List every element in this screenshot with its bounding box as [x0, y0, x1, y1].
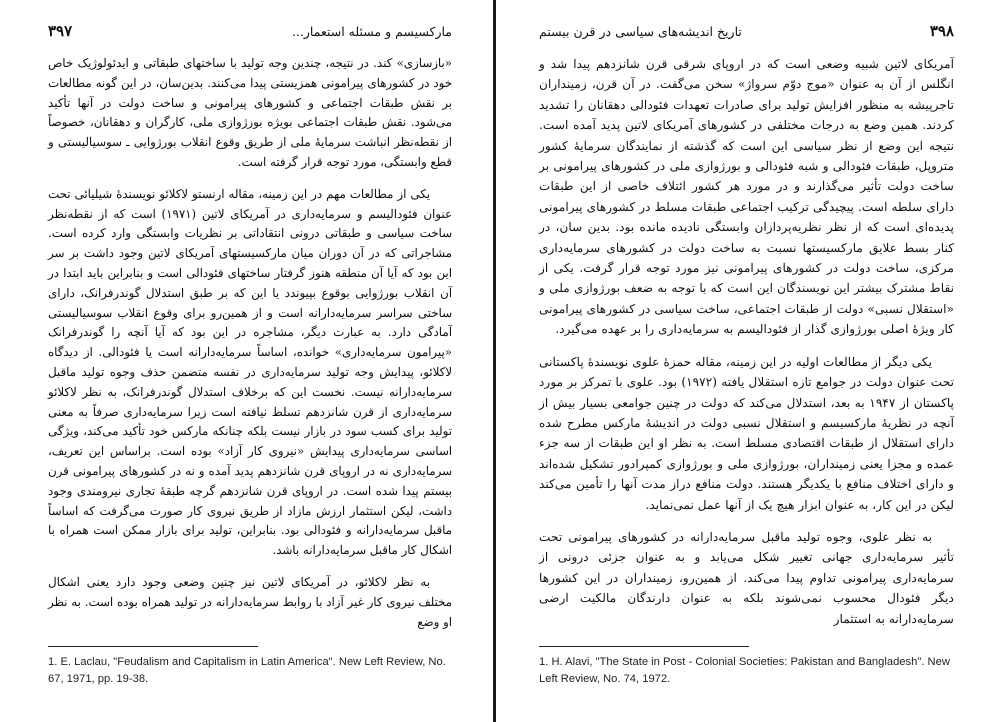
right-body-text [539, 54, 954, 629]
right-page-header [539, 22, 954, 40]
left-running-title: مارکسیسم و مسئله استعمار... [291, 24, 452, 39]
right-page [497, 0, 990, 722]
left-paragraph-1: «بازسازی» کند. در نتیجه، چندین وجه تولید با ساختهای طبقاتی و ایدئولوژیک خاص خود در کشورهای پیرامونی همزیستی پیدا می‌کنند. بدین‌سان، در این گونه مطالعات بر نقش طبقات اجتماعی و کشورهای پیرامونی و ساخت دولت در آنها تأکید می‌شود. نقش طبقات اجتماعی بویژه بورژوازی ملی، کارگران و دهقانان، خصوصاً از نقطه‌نظر انباشت سرمایهٔ ملی از طریق وقوع انقلاب بورژوایی ـ سوسیالیستی و قطع وابستگی، مورد توجه قرار گرفته است. [48, 56, 452, 169]
right-footnote-rule [539, 646, 749, 647]
left-page [0, 0, 494, 722]
left-paragraph-2: یکی از مطالعات مهم در این زمینه، مقاله ارنستو لاکلائو نویسندهٔ شیلیائی تحت عنوان فئودالیسم و سرمایه‌داری در آمریکای لاتین (۱۹۷۱) است که از نقطه‌نظر ساخت سیاسی و طبقاتی درونی انتقاداتی بر نظریات وابستگی وارد کرده است. مشاجراتی که در آن دوران میان مارکسیستهای آمریکای لاتین وجود داشت بر سر این بود که آیا آن منطقه هنوز گرفتار ساختهای فئودالی است و بنابراین باید ابتدا در آن انقلاب بورژوایی بوقوع بپیوندد یا این که بر طبق استدلال گوندرفرانک، دارای ساختی سراسر سرمایه‌دارانه است و از همین‌رو برای وقوع انقلاب سوسیالیستی آمادگی دارد. به عبارت دیگر، مشاجره در این بود که آیا آنچه را گوندرفرانک «پیرامون سرمایه‌داری» خوانده، اساساً سرمایه‌دارانه است یا فئودالی. از دیدگاه لاکلائو، پیدایش وجه تولید سرمایه‌داری در نفسه متضمن حذف وجوه تولید ماقبل سرمایه‌دارانه نیست. نخست این که برخلاف استدلال گوندرفرانک، به نظر لاکلائو سرمایه‌داری از قرن شانزدهم تسلط نیافته است زیرا سرمایه‌داری صرفاً به معنی تولید برای کسب سود در بازار نیست بلکه چنانکه مارکس خود تأکید می‌کند، ویژگی اساسی سرمایه‌داری پیدایش «نیروی کار آزاد» بوده است. براساس این تعریف، سرمایه‌داری نه در اروپای قرن شانزدهم پدید آمده و نه در کشورهای پیرامونی قرن بیستم پیدا شده است. در اروپای قرن شانزدهم گرچه طبقهٔ تجاری نیرومندی وجود داشت، لیکن استثمار ارزش مازاد از طریق نیروی کار صورت می‌گرفت که اساساً ماقبل سرمایه‌دارانه و فئودالی بود. بنابراین، تولید برای بازار ممکن است همراه با اشکال کار ماقبل سرمایه‌دارانه باشد. [48, 186, 452, 558]
left-paragraph-3: به نظر لاکلائو، در آمریکای لاتین نیز چنین وضعی وجود دارد یعنی اشکال مختلف نیروی کار غیر آزاد با روابط سرمایه‌دارانه در تولید همراه بوده است. به نظر او وضع [48, 574, 452, 629]
right-running-title: تاریخ اندیشه‌های سیاسی در قرن بیستم [539, 24, 742, 39]
left-footnote: 1. E. Laclau, "Feudalism and Capitalism in Latin America". New Left Review, No. 67, 1971, pp. 19-38. [48, 656, 446, 685]
book-spine [493, 0, 496, 722]
left-page-header [48, 22, 452, 40]
right-paragraph-1: آمریکای لاتین شبیه وضعی است که در اروپای شرقی قرن شانزدهم پیدا شد و انگلس از آن به عنوان «موج دوّم سرواژ» سخن می‌گفت. در آن قرن، زمینداران تاجرپیشه به منظور افزایش تولید برای صادرات تعهدات فئودالی دهقانان را تشدید کردند. همین وضع به درجات مختلفی در کشورهای آمریکای لاتین پدید آمده است. نتیجه این وضع از نظر سیاسی این است که گذشته از نمایندگان سرمایهٔ کشور متروپل، طبقات فئودالی و شبه فئودالی و بورژوازی ملی در کشورهای پیرامونی بر ساخت دولت تأثیر می‌گذارند و در مورد هر کشور ائتلاف خاصی از این طبقات دارای سلطه است. پیچیدگی ترکیب اجتماعی طبقات مسلط در کشورهای پیرامونی پدیده‌ای است که از نظر نظریه‌پردازان وابستگی نادیده مانده بود. بدین سان، در کنار بسط علایق مارکسیستها نسبت به ساخت دولت در کشورهای سرمایه‌داری مرکزی، ساخت دولت در کشورهای پیرامونی نیز مورد توجه قرار گرفت. یکی از نقاط مشترک بیشتر این نویسندگان این است که با توجه به ضعف بورژوازی ملی و «استقلال نسبی» دولت از طبقات اجتماعی، ساخت سیاسی در کشورهای پیرامونی کار ویژهٔ اصلی بورژوازی گذار از فئودالیسم به سرمایه‌داری را بر عهده می‌گیرد. [539, 57, 954, 337]
left-page-number: ۳۹۷ [48, 22, 73, 40]
right-footnote: 1. H. Alavi, "The State in Post - Colonial Societies: Pakistan and Bangladesh". New Left Review, No. 74, 1972. [539, 656, 950, 685]
left-footnote-rule [48, 646, 258, 647]
right-paragraph-3: به نظر علوی، وجوه تولید ماقبل سرمایه‌دارانه در کشورهای پیرامونی تحت تأثیر سرمایه‌داری جهانی تغییر شکل می‌یابد و به عنوان جزئی درونی از سرمایه‌داری پیرامونی تداوم پیدا می‌کند. از همین‌رو، زمینداران در این کشورها دیگر فئودال محسوب نمی‌شوند بلکه به عنوان دارندگان مالکیت ارضی سرمایه‌دارانه به استثمار [539, 529, 954, 626]
right-page-number: ۳۹۸ [929, 22, 954, 40]
left-body-text [48, 54, 452, 632]
right-paragraph-2: یکی دیگر از مطالعات اولیه در این زمینه، مقاله حمزهٔ علوی نویسندهٔ پاکستانی تحت عنوان دولت در جوامع تازه استقلال یافته (۱۹۷۲) بود. علوی با تمرکز بر مورد پاکستان از ۱۹۴۷ به بعد، استدلال می‌کند که دولت در چنین جوامعی بسیار بیش از آنچه در نظریهٔ مارکسیسم و استقلال نسبی دولت در اندیشهٔ مارکس مطرح شده دارای استقلال از طبقات اقتصادی مسلط است. به نظر او این طبقات از سه جزء عمده و مجزا یعنی زمینداران، بورژوازی ملی و بورژوازی کمپرادور تشکیل شده‌اند و دارای اختلاف منافع با یکدیگر هستند. دولت منافع دراز مدت آنها را تأمین می‌کند لیکن در این کار، به عنوان ابزار هیچ یک از آنها عمل نمی‌نماید. [539, 354, 954, 512]
